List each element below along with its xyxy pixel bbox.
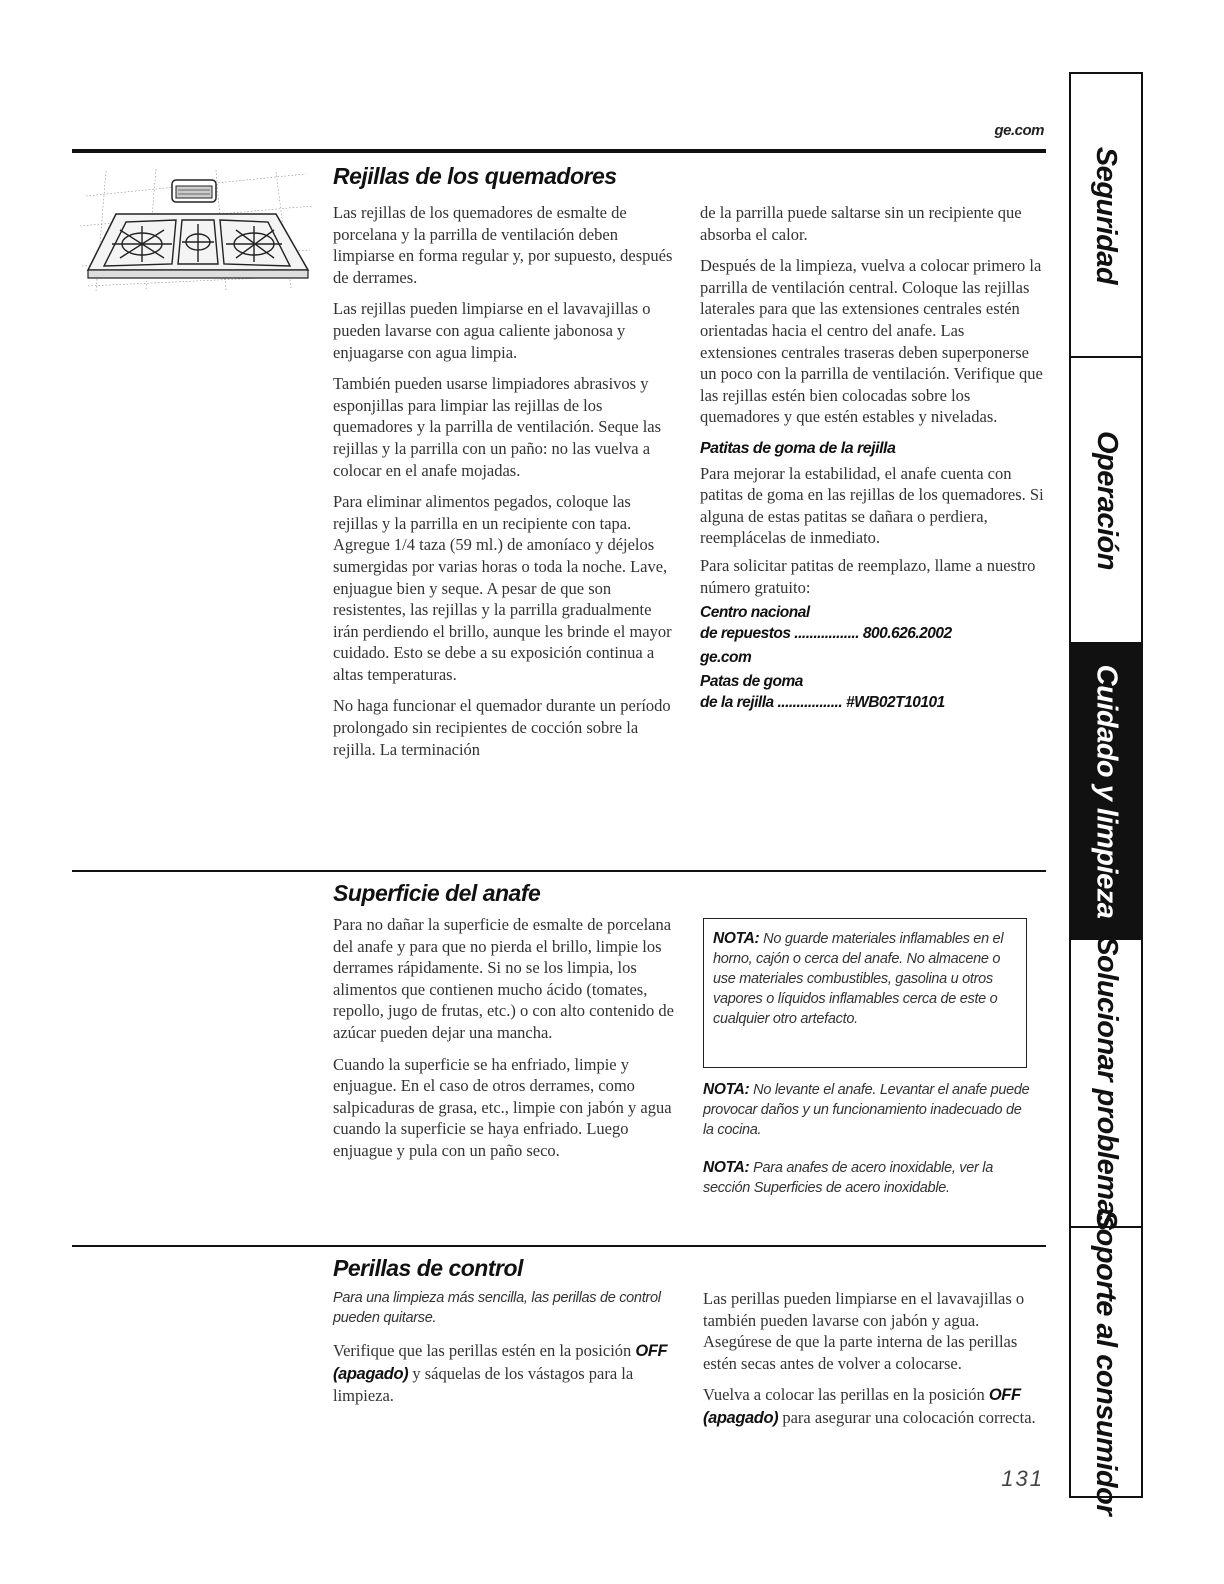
patas-part-line — [700, 692, 1045, 713]
tab-operacion[interactable] — [1071, 356, 1141, 642]
tab-label: Seguridad — [1090, 146, 1123, 284]
section-title-rejillas: Rejillas de los quemadores — [333, 163, 617, 189]
paragraph: Cuando la superficie se ha enfriado, limpie y enjuague. En el caso de otros derrames, como salpicaduras de grasa, etc., limpie con jabón y agua cuando la superficie se haya enfriado. Luego enjuague y pula con un paño seco. — [333, 1054, 672, 1160]
centro-phone-line — [700, 623, 1045, 644]
paragraph: Las rejillas de los quemadores de esmalte de porcelana y la parrilla de ventilación deben limpiarse en forma regular y, por supuesto, después de derrames. — [333, 203, 673, 287]
tab-soporte-al-consumidor[interactable] — [1071, 1209, 1141, 1515]
paragraph: También pueden usarse limpiadores abrasivos y esponjillas para limpiar las rejillas de los quemadores y la parrilla de ventilación. Seque las rejillas y la parrilla con un paño: no las vuelva a colocar en el anafe mojadas. — [333, 374, 662, 480]
text-span: y sáquelas de los vástagos para la limpieza. — [333, 1363, 634, 1406]
section-divider — [72, 870, 1046, 872]
tab-label: Cuidado y limpieza — [1090, 664, 1123, 918]
nota-label: NOTA: — [703, 1081, 750, 1098]
rejillas-right-column — [700, 202, 1045, 713]
centro-phone-number: 800.626.2002 — [862, 625, 952, 643]
perillas-left-column — [333, 1288, 668, 1417]
patas-label-line2: de la rejilla — [700, 694, 774, 712]
leader-dots: ................. — [777, 694, 843, 712]
text-span: Verifique que las perillas estén en la posición — [333, 1341, 632, 1360]
centro-label-line2: de repuestos — [700, 625, 791, 643]
tab-cuidado-y-limpieza[interactable] — [1071, 642, 1141, 938]
text-span: Vuelva a colocar las perillas en la posición — [703, 1385, 985, 1405]
paragraph: Las rejillas pueden limpiarse en el lavavajillas o pueden lavarse con agua caliente jabonosa y enjuagarse con agua limpia. — [333, 299, 651, 362]
perillas-right-column — [703, 1288, 1045, 1440]
nota-levantar — [703, 1080, 1033, 1140]
paragraph: Las perillas pueden limpiarse en el lavavajillas o también pueden lavarse con jabón y agua. Asegúrese de que la parte interna de las perillas estén secas antes de volver a colocarse. — [703, 1289, 1025, 1373]
text-span: para asegurar una colocación correcta. — [782, 1407, 1036, 1427]
leader-dots: ................. — [794, 625, 860, 643]
nota-box-text — [713, 929, 1017, 1029]
superficie-left-column — [333, 914, 678, 1172]
nota-text: No levante el anafe. Levantar el anafe puede provocar daños y un funcionamiento inadecuado de la cocina. — [703, 1082, 1030, 1138]
tab-solucionar-problemas[interactable] — [1071, 935, 1141, 1231]
off-label: OFF (apagado) — [703, 1386, 1021, 1427]
centro-label-line1: Centro nacional — [700, 604, 810, 622]
nota-acero — [703, 1158, 1033, 1198]
nota-box — [703, 918, 1027, 1068]
section-title-perillas: Perillas de control — [333, 1255, 523, 1281]
patas-label-line1: Patas de goma — [700, 673, 803, 691]
paragraph: Para eliminar alimentos pegados, coloque las rejillas y la parrilla en un recipiente con tapa. Agregue 1/4 taza (59 ml.) de amoníaco y déjelos sumergidas por varias horas o toda la noche. Lave, enjuague bien y seque. A pesar de que son resistentes, las rejillas y la parrilla gradualmente irán perdiendo el brillo, aunque les brinde el mayor cuidado. Esto se debe a su exposición continua a altas temperaturas. — [333, 492, 672, 684]
perillas-lead: Para una limpieza más sencilla, las perillas de control pueden quitarse. — [333, 1290, 661, 1326]
paragraph — [703, 1384, 1045, 1429]
subsection-title-patitas: Patitas de goma de la rejilla — [700, 439, 896, 457]
nota-text: No guarde materiales inflamables en el horno, cajón o cerca del anafe. No almacene o use materiales combustibles, gasolina u otros vapores o líquidos inflamables cerca de este o cualquier otro artefacto. — [713, 931, 1004, 1027]
site-url: ge.com — [994, 122, 1044, 139]
tab-seguridad[interactable] — [1071, 74, 1141, 356]
section-divider — [72, 1245, 1046, 1247]
tab-label: Solucionar problemas — [1090, 935, 1123, 1231]
tab-label: Operación — [1090, 430, 1123, 570]
paragraph: Para solicitar patitas de reemplazo, llame a nuestro número gratuito: — [700, 555, 1036, 597]
paragraph: No haga funcionar el quemador durante un período prolongado sin recipientes de cocción sobre la rejilla. La terminación — [333, 696, 671, 759]
patas-part-number: #WB02T10101 — [845, 694, 945, 712]
nota-text: Para anafes de acero inoxidable, ver la sección Superficies de acero inoxidable. — [703, 1160, 993, 1196]
cooktop-grates-illustration — [76, 166, 316, 294]
nota-label: NOTA: — [703, 1159, 750, 1176]
tab-label: Soporte al consumidor — [1090, 1209, 1123, 1515]
page-number: 131 — [1001, 1466, 1044, 1491]
paragraph: Después de la limpieza, vuelva a colocar primero la parrilla de ventilación central. Coloque las rejillas laterales para que las extensiones centrales estén orientadas hacia el centro del anafe. Las extensiones centrales traseras deben superponerse un poco con la parrilla de ventilación. Verifique que las rejillas estén bien colocadas sobre los quemadores y que estén estables y niveladas. — [700, 256, 1043, 427]
paragraph — [333, 1340, 668, 1407]
rejillas-left-column — [333, 202, 678, 770]
paragraph: Para no dañar la superficie de esmalte de porcelana del anafe y para que no pierda el brillo, limpie los derrames rápidamente. Si no se los limpia, los alimentos que contienen mucho ácido (tomates, repollo, jugo de frutas, etc.) o con alto contenido de azúcar pueden dejar una mancha. — [333, 915, 674, 1042]
web-address: ge.com — [700, 649, 752, 667]
off-label: OFF (apagado) — [333, 1342, 668, 1383]
header-rule — [72, 149, 1046, 153]
section-title-superficie: Superficie del anafe — [333, 880, 541, 906]
paragraph: Para mejorar la estabilidad, el anafe cuenta con patitas de goma en las rejillas de los quemadores. Si alguna de estas patitas se dañara o perdiera, reemplácelas de inmediato. — [700, 463, 1044, 548]
section-tabs — [1069, 72, 1143, 1515]
paragraph: de la parrilla puede saltarse sin un recipiente que absorba el calor. — [700, 203, 1022, 244]
parts-list — [700, 602, 1045, 713]
nota-label: NOTA: — [713, 930, 760, 947]
